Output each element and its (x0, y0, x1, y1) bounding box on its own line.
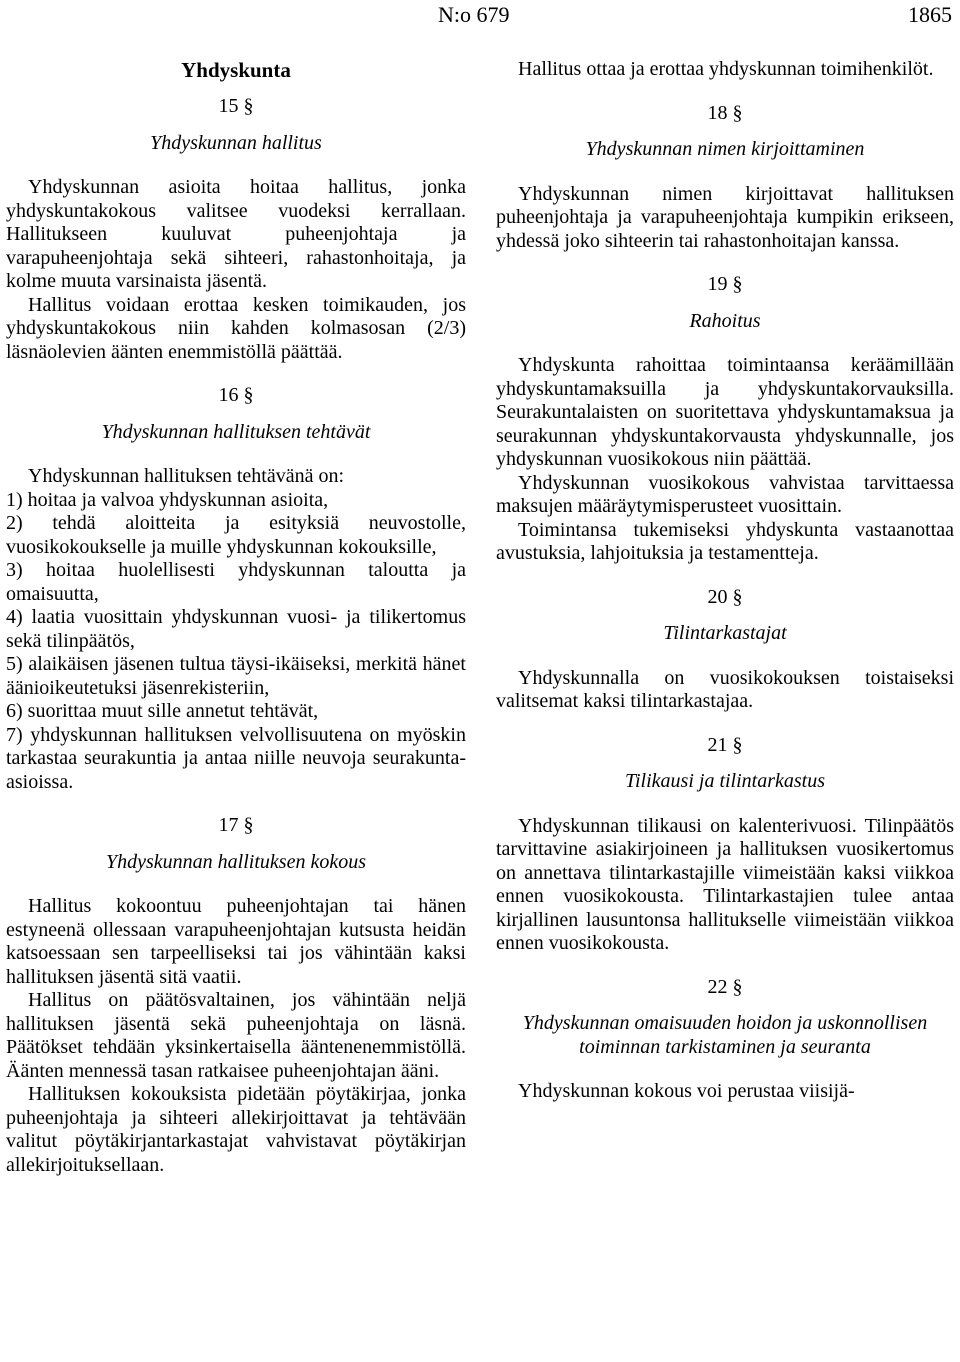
section-16-number: 16 § (218, 384, 254, 406)
section-16-item: 7) yhdyskunnan hallituksen velvollisuutena on myöskin tarkastaa seurakuntia ja antaa niille neuvoja seurakunta-asioissa. (6, 723, 466, 793)
section-19-number: 19 § (707, 273, 743, 295)
section-21-title: Tilikausi ja tilintarkastus (624, 770, 826, 792)
section-18-paragraph: Yhdyskunnan nimen kirjoittavat hallituksen puheenjohtaja ja varapuheenjohtaja kumpikin erikseen, yhdessä joko sihteerin tai rahastonhoitajan kanssa. (496, 182, 954, 252)
section-22-number: 22 § (707, 975, 743, 998)
chapter-title: Yhdyskunta (181, 58, 291, 82)
section-15-paragraph: Hallitus voidaan erottaa kesken toimikauden, jos yhdyskuntakokous niin kahden kolmasosan (2/3) läsnäolevien äänten enemmistöllä päättää. (6, 293, 466, 363)
page-number: 1865 (908, 2, 952, 27)
section-16-item: 2) tehdä aloitteita ja esityksiä neuvostolle, vuosikokoukselle ja muille yhdyskunnan kokouksille, (6, 512, 466, 558)
document-number: N:o 679 (438, 2, 510, 27)
section-17-continued-paragraph: Hallitus ottaa ja erottaa yhdyskunnan toimihenkilöt. (518, 58, 934, 80)
section-21-number: 21 § (707, 733, 743, 756)
right-column (496, 58, 954, 1104)
section-16-item: 4) laatia vuosittain yhdyskunnan vuosi- ja tilikertomus sekä tilinpäätös, (6, 606, 466, 652)
section-19-paragraph: Toimintansa tukemiseksi yhdyskunta vastaanottaa avustuksia, lahjoituksia ja testamentteja. (496, 518, 954, 564)
section-17-paragraph: Hallitus kokoontuu puheenjohtajan tai hänen estyneenä ollessaan varapuheenjohtajan kutsusta heidän katsoessaan sen tarpeelliseksi tai jos vähintään kaksi hallituksen jäsentä sitä vaatii. (6, 895, 466, 988)
section-17-number: 17 § (218, 814, 254, 836)
section-17-paragraph: Hallituksen kokouksista pidetään pöytäkirjaa, jonka puheenjohtaja ja sihteeri allekirjoittavat ja tehtävään valitut pöytäkirjantarkastajat vahvistavat pöytäkirjan allekirjoituksellaan. (6, 1083, 466, 1176)
section-20-paragraph: Yhdyskunnalla on vuosikokouksen toistaiseksi valitsemat kaksi tilintarkastajaa. (496, 666, 954, 712)
page-header (0, 2, 960, 30)
section-16-item: 1) hoitaa ja valvoa yhdyskunnan asioita, (6, 488, 329, 511)
section-19-paragraph: Yhdyskunta rahoittaa toimintaansa keräämillään yhdyskuntamaksuilla ja yhdyskuntakorvauksilla. Seurakuntalaisten on suoritettava yhdyskuntamaksua ja seurakunnan yhdyskuntakorvausta yhdyskunnalle, jos yhdyskunnan vuosikokous niin päättää. (496, 354, 954, 470)
section-17-title: Yhdyskunnan hallituksen kokous (106, 850, 366, 873)
section-15-paragraph: Yhdyskunnan asioita hoitaa hallitus, jonka yhdyskuntakokous valitsee vuodeksi kerrallaan. Hallitukseen kuuluvat puheenjohtaja ja varapuheenjohtaja sekä sihteeri, rahastonhoitaja, ja kolme muuta varsinaista jäsentä. (6, 176, 466, 292)
section-16-item: 6) suorittaa muut sille annetut tehtävät, (6, 700, 319, 722)
section-16-item: 3) hoitaa huolellisesti yhdyskunnan taloutta ja omaisuutta, (6, 559, 466, 605)
section-15-title: Yhdyskunnan hallitus (150, 131, 322, 154)
section-16-item: 5) alaikäisen jäsenen tultua täysi-ikäiseksi, merkitä hänet äänioikeutetuksi jäsenrekisteriin, (6, 653, 466, 699)
section-15-number: 15 § (218, 95, 254, 117)
left-column (6, 58, 466, 1177)
section-22-title: Yhdyskunnan omaisuuden hoidon ja uskonnollisen toiminnan tarkistaminen ja seuranta (522, 1012, 928, 1058)
section-18-number: 18 § (707, 101, 743, 124)
section-18-title: Yhdyskunnan nimen kirjoittaminen (585, 138, 865, 160)
section-17-paragraph: Hallitus on päätösvaltainen, jos vähintään neljä hallituksen jäsentä sekä puheenjohtaja on läsnä. Päätökset tehdään yksinkertaisella ääntenenemmistöllä. Äänten mennessä tasan ratkaisee puheenjohtajan ääni. (6, 989, 466, 1082)
section-16-intro: Yhdyskunnan hallituksen tehtävänä on: (28, 465, 345, 487)
section-20-number: 20 § (707, 585, 743, 608)
section-20-title: Tilintarkastajat (663, 622, 787, 644)
section-19-title: Rahoitus (689, 309, 761, 332)
section-16-title: Yhdyskunnan hallituksen tehtävät (101, 420, 371, 443)
section-21-paragraph: Yhdyskunnan tilikausi on kalenterivuosi. Tilinpäätös tarvittavine asiakirjoineen ja hallituksen vuosikertomus on annettava tilintarkastajille viimeistään kaksi viikkoa ennen vuosikokousta. Tilintarkastajien tulee antaa kirjallinen lausuntonsa hallitukselle viimeistään viikkoa ennen vuosikokousta. (496, 814, 954, 954)
section-19-paragraph: Yhdyskunnan vuosikokous vahvistaa tarvittaessa maksujen määräytymisperusteet vuosittain. (496, 471, 954, 517)
section-22-paragraph: Yhdyskunnan kokous voi perustaa viisijä- (518, 1080, 855, 1102)
